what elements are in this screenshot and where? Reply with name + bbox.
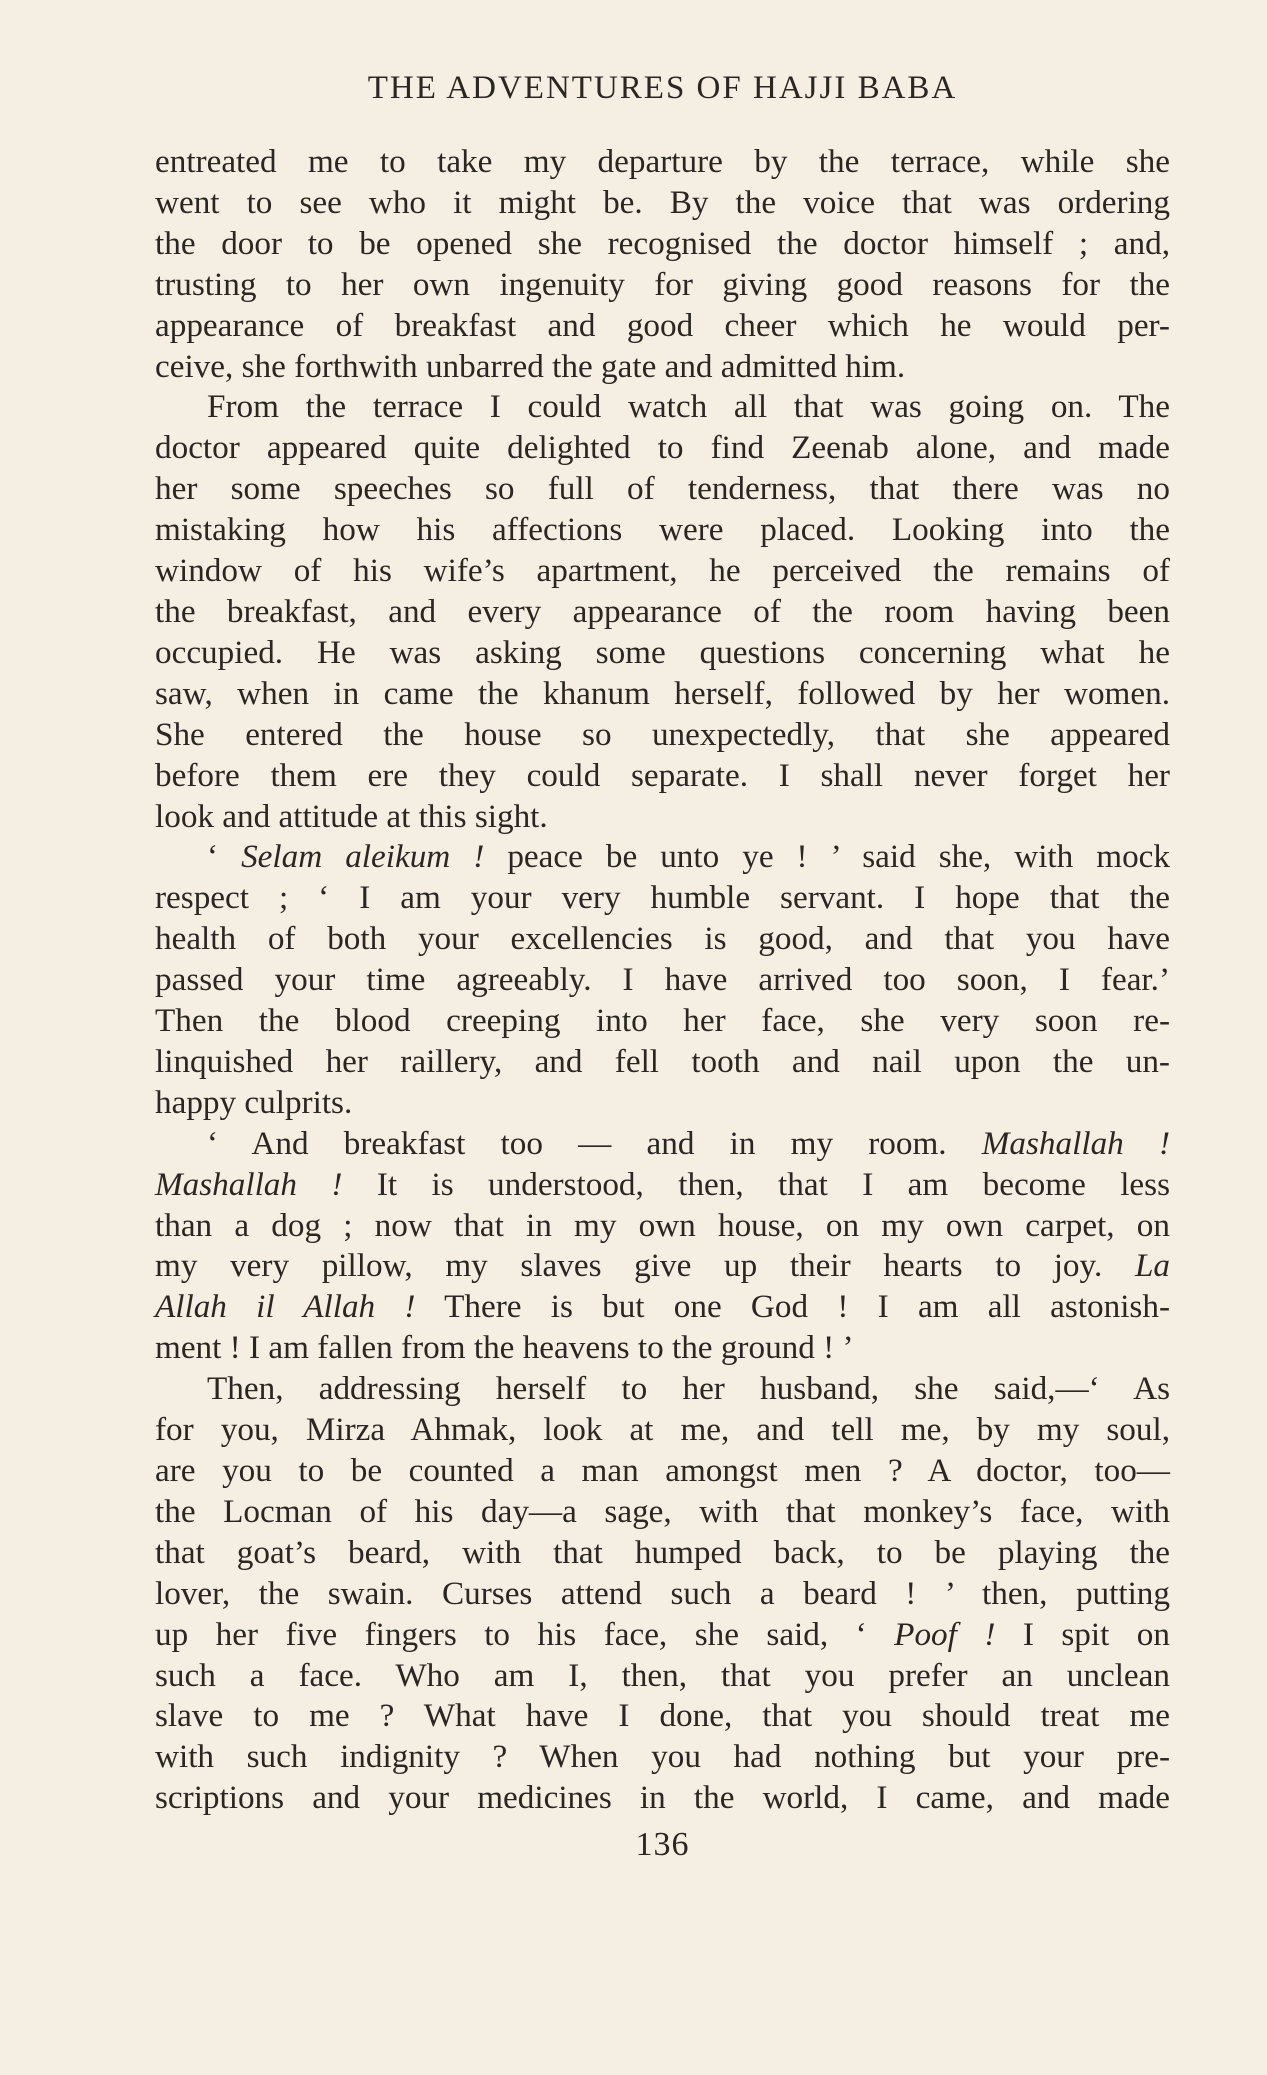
text-line — [155, 551, 1170, 592]
italic-segment: Allah il Allah ! — [155, 1288, 416, 1326]
text-segment: She entered the house so unexpectedly, that she appeared — [155, 715, 1170, 753]
text-segment: doctor appeared quite delighted to find Zeenab alone, and made — [155, 429, 1170, 467]
text-line — [155, 1124, 1170, 1165]
text-line — [155, 674, 1170, 715]
text-line — [155, 142, 1170, 183]
text-line — [155, 428, 1170, 469]
text-line — [155, 878, 1170, 919]
text-segment: slave to me ? What have I done, that you should treat me — [155, 1697, 1170, 1735]
text-line — [155, 1778, 1170, 1819]
body-text — [155, 142, 1170, 1819]
text-segment: lover, the swain. Curses attend such a beard ! ’ then, putting — [155, 1574, 1170, 1612]
text-line — [155, 387, 1170, 428]
text-segment: the Locman of his day—a sage, with that monkey’s face, with — [155, 1492, 1170, 1530]
text-line — [155, 797, 1170, 838]
text-line — [155, 1656, 1170, 1697]
text-segment: ‘ — [207, 838, 242, 876]
text-line — [155, 1287, 1170, 1328]
text-segment: trusting to her own ingenuity for giving good reasons for the — [155, 265, 1170, 303]
text-segment: happy culprits. — [155, 1083, 353, 1121]
text-line — [155, 715, 1170, 756]
italic-segment: Selam aleikum ! — [241, 838, 485, 876]
text-segment: the door to be opened she recognised the doctor himself ; and, — [155, 224, 1170, 262]
text-line — [155, 756, 1170, 797]
text-segment: ceive, she forthwith unbarred the gate and admitted him. — [155, 347, 906, 385]
text-segment: Then the blood creeping into her face, she very soon re- — [155, 1002, 1170, 1040]
text-line — [155, 1533, 1170, 1574]
italic-segment: Mashallah ! — [981, 1124, 1170, 1162]
text-segment: are you to be counted a man amongst men ? A doctor, too— — [155, 1452, 1170, 1489]
running-header: THE ADVENTURES OF HAJJI BABA — [367, 70, 958, 106]
text-line — [155, 1696, 1170, 1737]
text-segment: her some speeches so full of tenderness, that there was no — [155, 470, 1170, 508]
italic-segment: Poof ! — [894, 1615, 996, 1653]
italic-segment: La — [1134, 1247, 1170, 1285]
text-segment: my very pillow, my slaves give up their hearts to joy. — [155, 1247, 1135, 1285]
text-segment: window of his wife’s apartment, he perceived the remains of — [155, 552, 1170, 590]
text-line — [155, 469, 1170, 510]
text-segment: peace be unto ye ! ’ said she, with mock — [484, 838, 1170, 876]
text-segment: that goat’s beard, with that humped back, to be playing the — [155, 1533, 1170, 1571]
text-line — [155, 347, 1170, 388]
text-segment: Then, addressing herself to her husband, she said,—‘ As — [207, 1370, 1170, 1408]
text-line — [155, 1492, 1170, 1533]
text-segment: went to see who it might be. By the voice that was ordering — [155, 183, 1170, 221]
text-segment: for you, Mirza Ahmak, look at me, and tell me, by my soul, — [155, 1411, 1170, 1449]
text-segment: It is understood, then, that I am become less — [342, 1165, 1170, 1203]
text-segment: appearance of breakfast and good cheer which he would per- — [155, 306, 1170, 344]
text-line — [155, 919, 1170, 960]
text-line — [155, 633, 1170, 674]
text-line — [155, 1328, 1170, 1369]
text-line — [155, 1001, 1170, 1042]
text-line — [155, 183, 1170, 224]
text-line — [155, 306, 1170, 347]
text-segment: before them ere they could separate. I shall never forget her — [155, 756, 1170, 794]
text-segment: look and attitude at this sight. — [155, 797, 548, 835]
text-segment: with such indignity ? When you had nothing but your pre- — [155, 1738, 1170, 1776]
text-line — [155, 1246, 1170, 1287]
text-segment: passed your time agreeably. I have arrived too soon, I fear.’ — [155, 961, 1170, 999]
text-segment: mistaking how his affections were placed. Looking into the — [155, 511, 1170, 549]
text-segment: linquished her raillery, and fell tooth and nail upon the un- — [155, 1042, 1170, 1080]
text-segment: ‘ And breakfast too — and in my room. — [207, 1124, 982, 1162]
text-line — [155, 1451, 1170, 1492]
text-line — [155, 837, 1170, 878]
text-line — [155, 510, 1170, 551]
text-line — [155, 1737, 1170, 1778]
text-segment: saw, when in came the khanum herself, followed by her women. — [155, 674, 1170, 712]
text-line — [155, 960, 1170, 1001]
text-segment: From the terrace I could watch all that was going on. The — [207, 388, 1170, 426]
text-line — [155, 1206, 1170, 1247]
page-number: 136 — [635, 1826, 690, 1863]
text-segment: respect ; ‘ I am your very humble servant. I hope that the — [155, 879, 1170, 917]
text-line — [155, 224, 1170, 265]
text-line — [155, 1615, 1170, 1656]
text-line — [155, 1369, 1170, 1410]
text-line — [155, 1042, 1170, 1083]
text-line — [155, 1165, 1170, 1206]
text-segment: than a dog ; now that in my own house, on my own carpet, on — [155, 1206, 1170, 1244]
text-segment: scriptions and your medicines in the world, I came, and made — [155, 1779, 1170, 1817]
text-segment: health of both your excellencies is good, and that you have — [155, 920, 1170, 958]
italic-segment: Mashallah ! — [155, 1165, 343, 1203]
text-line — [155, 1410, 1170, 1451]
text-line — [155, 592, 1170, 633]
text-segment: such a face. Who am I, then, that you prefer an unclean — [155, 1656, 1170, 1694]
text-segment: occupied. He was asking some questions concerning what he — [155, 633, 1170, 671]
text-segment: the breakfast, and every appearance of the room having been — [155, 592, 1170, 630]
text-segment: entreated me to take my departure by the terrace, while she — [155, 143, 1170, 180]
text-line — [155, 1574, 1170, 1615]
text-segment: ment ! I am fallen from the heavens to the ground ! ’ — [155, 1329, 854, 1367]
text-segment: up her five fingers to his face, she said, ‘ — [155, 1615, 895, 1653]
text-line — [155, 1083, 1170, 1124]
text-segment: I spit on — [995, 1615, 1170, 1653]
text-line — [155, 265, 1170, 306]
text-segment: There is but one God ! I am all astonish- — [415, 1288, 1170, 1326]
